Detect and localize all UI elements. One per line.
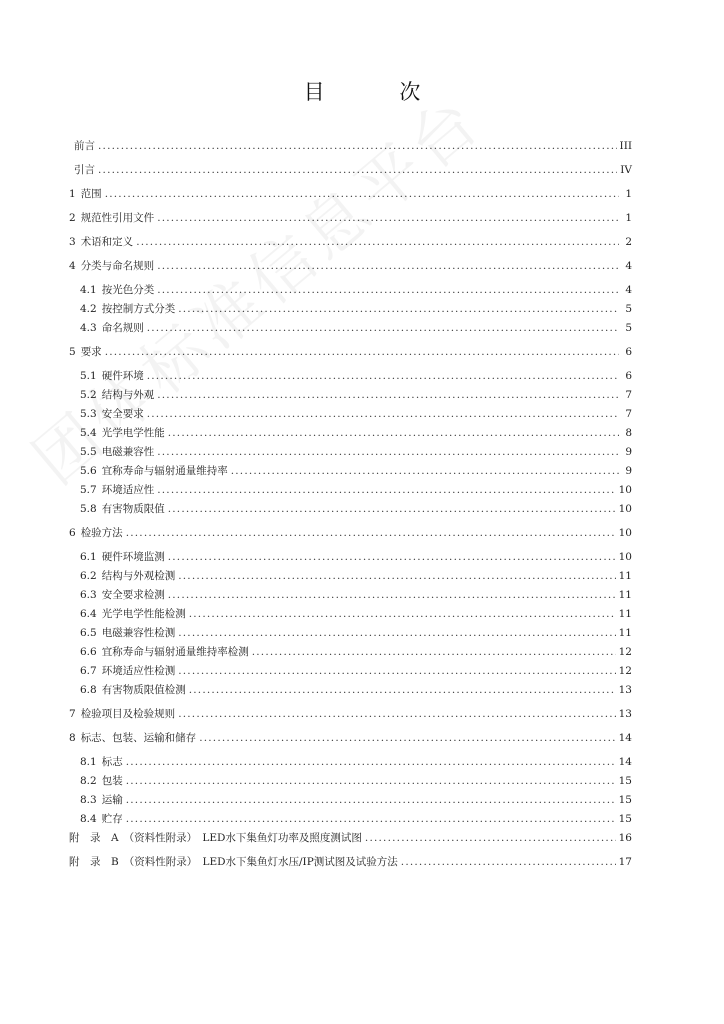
- dot-leader: [168, 548, 616, 567]
- toc-entry-page: 4: [625, 284, 632, 296]
- toc-entry-page: 8: [625, 427, 632, 439]
- toc-entry-page: 9: [625, 465, 632, 477]
- toc-entry-page: 16: [618, 832, 632, 844]
- toc-entry-page: 6: [625, 346, 632, 358]
- toc-entry-label: 分类与命名规则: [80, 260, 155, 272]
- toc-entry-number: 6.6: [80, 646, 97, 658]
- toc-entry-number: 2: [69, 212, 76, 224]
- toc-entry-label: 范围: [80, 188, 102, 200]
- toc-entry-page: 14: [618, 732, 632, 744]
- dot-leader: [147, 319, 619, 338]
- toc-entry-6-8[interactable]: [69, 681, 632, 700]
- dot-leader: [231, 462, 619, 481]
- toc-entry-number: 6.7: [80, 665, 97, 677]
- dot-leader: [365, 829, 616, 848]
- toc-entry-number: 4.1: [80, 284, 97, 296]
- toc-entry-label: 安全要求: [101, 408, 144, 420]
- toc-entry-8-1[interactable]: [69, 753, 632, 772]
- toc-entry-7[interactable]: [69, 705, 632, 724]
- toc-entry-8-2[interactable]: [69, 772, 632, 791]
- toc-entry-number: 5.8: [80, 503, 97, 515]
- toc-entry-page: 1: [625, 188, 632, 200]
- toc-entry-5-2[interactable]: [69, 386, 632, 405]
- toc-entry-2[interactable]: [69, 209, 632, 228]
- toc-entry-label: 规范性引用文件: [80, 212, 155, 224]
- dot-leader: [157, 281, 619, 300]
- dot-leader: [178, 300, 619, 319]
- dot-leader: [178, 567, 615, 586]
- toc-entry-label: 环境适应性检测: [101, 665, 176, 677]
- table-of-contents: [69, 137, 632, 872]
- toc-entry-page: 5: [625, 322, 632, 334]
- dot-leader: [98, 161, 617, 180]
- toc-entry-label: 宜称寿命与辐射通量维持率: [101, 465, 228, 477]
- toc-entry-number: 5.1: [80, 370, 97, 382]
- toc-entry-label: 要求: [80, 346, 102, 358]
- toc-entry-page: 12: [618, 665, 632, 677]
- toc-entry-page: 7: [625, 408, 632, 420]
- toc-entry-label: 运输: [101, 794, 123, 806]
- dot-leader: [157, 257, 619, 276]
- toc-entry-5-5[interactable]: [69, 443, 632, 462]
- toc-entry-6-5[interactable]: [69, 624, 632, 643]
- toc-entry-number: 附 录 A: [69, 832, 119, 844]
- toc-entry-foreword[interactable]: [69, 137, 632, 156]
- toc-entry-label: 硬件环境监测: [101, 551, 165, 563]
- dot-leader: [178, 705, 615, 724]
- dot-leader: [126, 753, 616, 772]
- toc-entry-label: 光学电学性能: [101, 427, 165, 439]
- toc-entry-6-1[interactable]: [69, 548, 632, 567]
- dot-leader: [401, 853, 616, 872]
- toc-entry-page: 7: [625, 389, 632, 401]
- toc-entry-page: 10: [618, 503, 632, 515]
- toc-entry-1[interactable]: [69, 185, 632, 204]
- dot-leader: [157, 443, 619, 462]
- toc-entry-page: 6: [625, 370, 632, 382]
- toc-entry-page: 15: [618, 794, 632, 806]
- toc-entry-number: 5.7: [80, 484, 97, 496]
- toc-entry-label: 标志: [101, 756, 123, 768]
- toc-entry-5-4[interactable]: [69, 424, 632, 443]
- dot-leader: [157, 481, 615, 500]
- toc-entry-number: 5.3: [80, 408, 97, 420]
- dot-leader: [168, 424, 619, 443]
- toc-entry-number: 6.4: [80, 608, 97, 620]
- toc-entry-3[interactable]: [69, 233, 632, 252]
- page-title: 目 次: [303, 80, 455, 104]
- toc-entry-page: 11: [618, 608, 632, 620]
- toc-entry-label: 有害物质限值: [101, 503, 165, 515]
- dot-leader: [178, 662, 615, 681]
- toc-entry-number: 附 录 B: [69, 856, 119, 868]
- toc-entry-5[interactable]: [69, 343, 632, 362]
- toc-entry-number: 1: [69, 188, 76, 200]
- dot-leader: [199, 729, 615, 748]
- toc-entry-number: 8.3: [80, 794, 97, 806]
- toc-entry-number: 5.5: [80, 446, 97, 458]
- toc-entry-page: IV: [620, 164, 632, 176]
- toc-entry-4-2[interactable]: [69, 300, 632, 319]
- toc-entry-number: 4.3: [80, 322, 97, 334]
- toc-entry-number: 8.4: [80, 813, 97, 825]
- toc-entry-label: 前言: [74, 140, 95, 152]
- toc-entry-number: 4: [69, 260, 76, 272]
- dot-leader: [105, 185, 619, 204]
- dot-leader: [189, 681, 616, 700]
- toc-entry-page: 10: [618, 527, 632, 539]
- toc-entry-page: 13: [618, 708, 632, 720]
- toc-entry-label: 结构与外观: [101, 389, 155, 401]
- dot-leader: [168, 500, 616, 519]
- toc-entry-label: 有害物质限值检测: [101, 684, 186, 696]
- toc-entry-label: 检验方法: [80, 527, 123, 539]
- dot-leader: [126, 810, 616, 829]
- toc-entry-5-6[interactable]: [69, 462, 632, 481]
- dot-leader: [252, 643, 616, 662]
- dot-leader: [126, 772, 616, 791]
- toc-entry-page: 13: [618, 684, 632, 696]
- toc-entry-4-3[interactable]: [69, 319, 632, 338]
- toc-entry-label: 电磁兼容性: [101, 446, 155, 458]
- toc-entry-number: 8.2: [80, 775, 97, 787]
- dot-leader: [168, 586, 616, 605]
- toc-entry-page: 9: [625, 446, 632, 458]
- dot-leader: [147, 367, 619, 386]
- toc-entry-label: 安全要求检测: [101, 589, 165, 601]
- toc-entry-8-3[interactable]: [69, 791, 632, 810]
- dot-leader: [136, 233, 619, 252]
- dot-leader: [189, 605, 616, 624]
- dot-leader: [157, 209, 619, 228]
- toc-entry-4[interactable]: [69, 257, 632, 276]
- toc-entry-page: 10: [618, 484, 632, 496]
- toc-entry-6-6[interactable]: [69, 643, 632, 662]
- toc-entry-label: （资料性附录） LED水下集鱼灯功率及照度测试图: [123, 832, 362, 844]
- toc-entry-number: 7: [69, 708, 76, 720]
- toc-entry-appendix-a[interactable]: [69, 829, 632, 848]
- toc-entry-label: 包装: [101, 775, 123, 787]
- toc-entry-number: 6.1: [80, 551, 97, 563]
- dot-leader: [126, 791, 616, 810]
- toc-entry-page: 1: [625, 212, 632, 224]
- toc-entry-8-4[interactable]: [69, 810, 632, 829]
- dot-leader: [126, 524, 616, 543]
- toc-entry-8[interactable]: [69, 729, 632, 748]
- toc-entry-number: 6.2: [80, 570, 97, 582]
- toc-entry-label: 硬件环境: [101, 370, 144, 382]
- toc-entry-number: 5.6: [80, 465, 97, 477]
- toc-entry-page: 15: [618, 813, 632, 825]
- toc-entry-page: 11: [618, 627, 632, 639]
- toc-entry-number: 8.1: [80, 756, 97, 768]
- toc-entry-introduction[interactable]: [69, 161, 632, 180]
- dot-leader: [157, 386, 619, 405]
- toc-entry-label: 检验项目及检验规则: [80, 708, 176, 720]
- toc-entry-number: 3: [69, 236, 76, 248]
- toc-entry-label: 宜称寿命与辐射通量维持率检测: [101, 646, 249, 658]
- dot-leader: [105, 343, 619, 362]
- toc-entry-5-3[interactable]: [69, 405, 632, 424]
- toc-entry-number: 5.2: [80, 389, 97, 401]
- toc-entry-label: 贮存: [101, 813, 123, 825]
- toc-entry-page: 17: [618, 856, 632, 868]
- toc-entry-page: 14: [618, 756, 632, 768]
- toc-entry-page: 5: [625, 303, 632, 315]
- toc-entry-number: 5: [69, 346, 76, 358]
- dot-leader: [147, 405, 619, 424]
- toc-entry-number: 6.3: [80, 589, 97, 601]
- toc-entry-number: 4.2: [80, 303, 97, 315]
- toc-entry-6-3[interactable]: [69, 586, 632, 605]
- toc-entry-page: 12: [618, 646, 632, 658]
- dot-leader: [98, 137, 617, 156]
- toc-entry-label: 环境适应性: [101, 484, 155, 496]
- toc-entry-5-1[interactable]: [69, 367, 632, 386]
- toc-entry-page: III: [619, 140, 632, 152]
- toc-entry-page: 2: [625, 236, 632, 248]
- toc-entry-page: 4: [625, 260, 632, 272]
- toc-entry-number: 8: [69, 732, 76, 744]
- toc-entry-label: 引言: [74, 164, 95, 176]
- toc-entry-5-7[interactable]: [69, 481, 632, 500]
- dot-leader: [178, 624, 615, 643]
- toc-entry-page: 10: [618, 551, 632, 563]
- toc-entry-label: 命名规则: [101, 322, 144, 334]
- toc-entry-page: 15: [618, 775, 632, 787]
- toc-entry-6-7[interactable]: [69, 662, 632, 681]
- toc-entry-6-4[interactable]: [69, 605, 632, 624]
- toc-entry-6-2[interactable]: [69, 567, 632, 586]
- toc-entry-page: 11: [618, 589, 632, 601]
- toc-entry-label: 结构与外观检测: [101, 570, 176, 582]
- toc-entry-label: 电磁兼容性检测: [101, 627, 176, 639]
- toc-entry-label: 按光色分类: [101, 284, 155, 296]
- toc-entry-number: 6.5: [80, 627, 97, 639]
- toc-entry-label: 术语和定义: [80, 236, 134, 248]
- toc-entry-number: 5.4: [80, 427, 97, 439]
- toc-entry-page: 11: [618, 570, 632, 582]
- toc-entry-4-1[interactable]: [69, 281, 632, 300]
- toc-entry-label: 标志、包装、运输和储存: [80, 732, 197, 744]
- toc-entry-number: 6: [69, 527, 76, 539]
- toc-entry-6[interactable]: [69, 524, 632, 543]
- toc-entry-number: 6.8: [80, 684, 97, 696]
- toc-entry-label: 按控制方式分类: [101, 303, 176, 315]
- toc-entry-label: 光学电学性能检测: [101, 608, 186, 620]
- toc-entry-label: （资料性附录） LED水下集鱼灯水压/IP测试图及试验方法: [123, 856, 398, 868]
- toc-entry-5-8[interactable]: [69, 500, 632, 519]
- toc-entry-appendix-b[interactable]: [69, 853, 632, 872]
